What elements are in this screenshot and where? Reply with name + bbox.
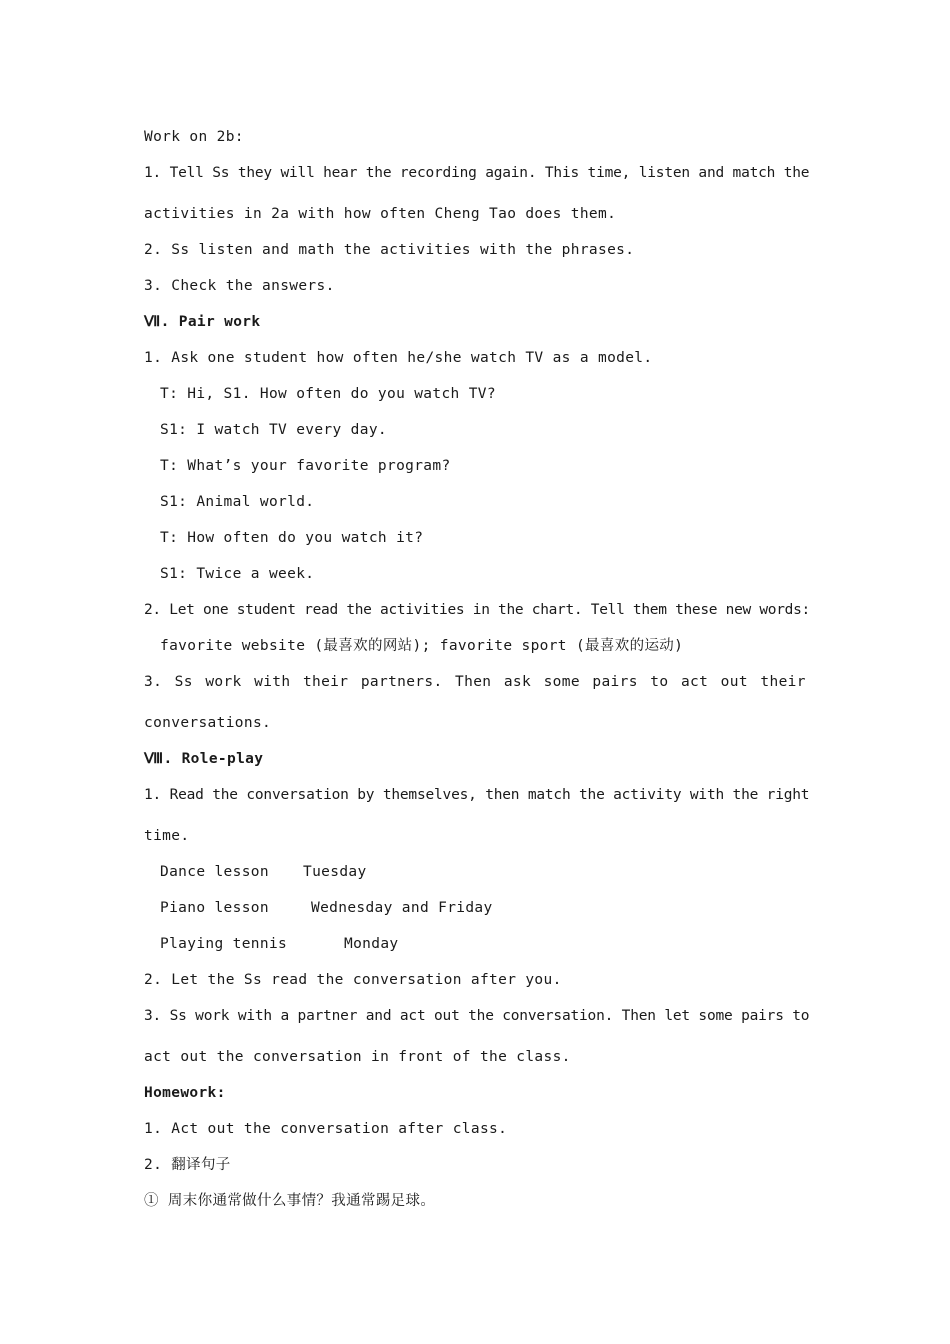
- role-play-heading: Ⅷ. Role-play: [144, 751, 264, 767]
- homework-item-1: 1. Act out the conversation after class.: [144, 1121, 508, 1137]
- pair-work-item-3-line-2: conversations.: [144, 715, 272, 731]
- word: pairs: [592, 674, 638, 690]
- word: work: [205, 674, 242, 690]
- word: their: [760, 674, 806, 690]
- word: with: [254, 674, 291, 690]
- word: Ss: [174, 674, 193, 690]
- dialogue-line: S1: Animal world.: [160, 494, 315, 510]
- match-activity: Dance lesson: [160, 864, 269, 880]
- pair-work-item-2-line-2: favorite website (最喜欢的网站); favorite sport (最喜欢的运动): [160, 638, 684, 654]
- pair-work-item-3-line-1: [144, 673, 806, 691]
- dialogue-line: T: Hi, S1. How often do you watch TV?: [160, 386, 496, 402]
- word: act: [680, 674, 709, 690]
- word: ask: [503, 674, 532, 690]
- match-time: Tuesday: [303, 864, 367, 880]
- pair-work-heading: Ⅶ. Pair work: [144, 314, 261, 330]
- work-2b-item-2: 2. Ss listen and math the activities with the phrases.: [144, 242, 635, 258]
- dialogue-line: S1: Twice a week.: [160, 566, 315, 582]
- role-play-item-1-line-2: time.: [144, 828, 190, 844]
- pair-work-item-1: 1. Ask one student how often he/she watch TV as a model.: [144, 350, 653, 366]
- dialogue-line: S1: I watch TV every day.: [160, 422, 387, 438]
- match-activity: Playing tennis: [160, 936, 288, 952]
- role-play-item-2: 2. Let the Ss read the conversation after you.: [144, 972, 562, 988]
- work-2b-item-1-line-1: 1. Tell Ss they will hear the recording again. This time, listen and match the: [144, 165, 810, 181]
- role-play-item-3-line-1: 3. Ss work with a partner and act out the conversation. Then let some pairs to: [144, 1008, 810, 1024]
- work-2b-heading: Work on 2b:: [144, 129, 244, 145]
- homework-item-2: 2. 翻译句子: [144, 1157, 231, 1173]
- pair-work-item-2-line-1: 2. Let one student read the activities in the chart. Tell them these new words:: [144, 602, 810, 618]
- match-time: Wednesday and Friday: [311, 900, 493, 916]
- work-2b-item-1-line-2: activities in 2a with how often Cheng Tao does them.: [144, 206, 617, 222]
- homework-sentence-1: ① 周末你通常做什么事情？我通常踢足球。: [144, 1193, 436, 1209]
- role-play-item-3-line-2: act out the conversation in front of the class.: [144, 1049, 571, 1065]
- word: 3.: [144, 674, 163, 690]
- word: partners.: [360, 674, 443, 690]
- homework-heading: Homework:: [144, 1085, 226, 1101]
- match-activity: Piano lesson: [160, 900, 269, 916]
- dialogue-line: T: What’s your favorite program?: [160, 458, 451, 474]
- match-time: Monday: [344, 936, 399, 952]
- word: Then: [455, 674, 492, 690]
- word: their: [302, 674, 349, 690]
- word: to: [650, 674, 669, 690]
- role-play-item-1-line-1: 1. Read the conversation by themselves, then match the activity with the right: [144, 787, 810, 803]
- word: some: [543, 674, 580, 690]
- work-2b-item-3: 3. Check the answers.: [144, 278, 335, 294]
- word: out: [720, 674, 748, 690]
- dialogue-line: T: How often do you watch it?: [160, 530, 424, 546]
